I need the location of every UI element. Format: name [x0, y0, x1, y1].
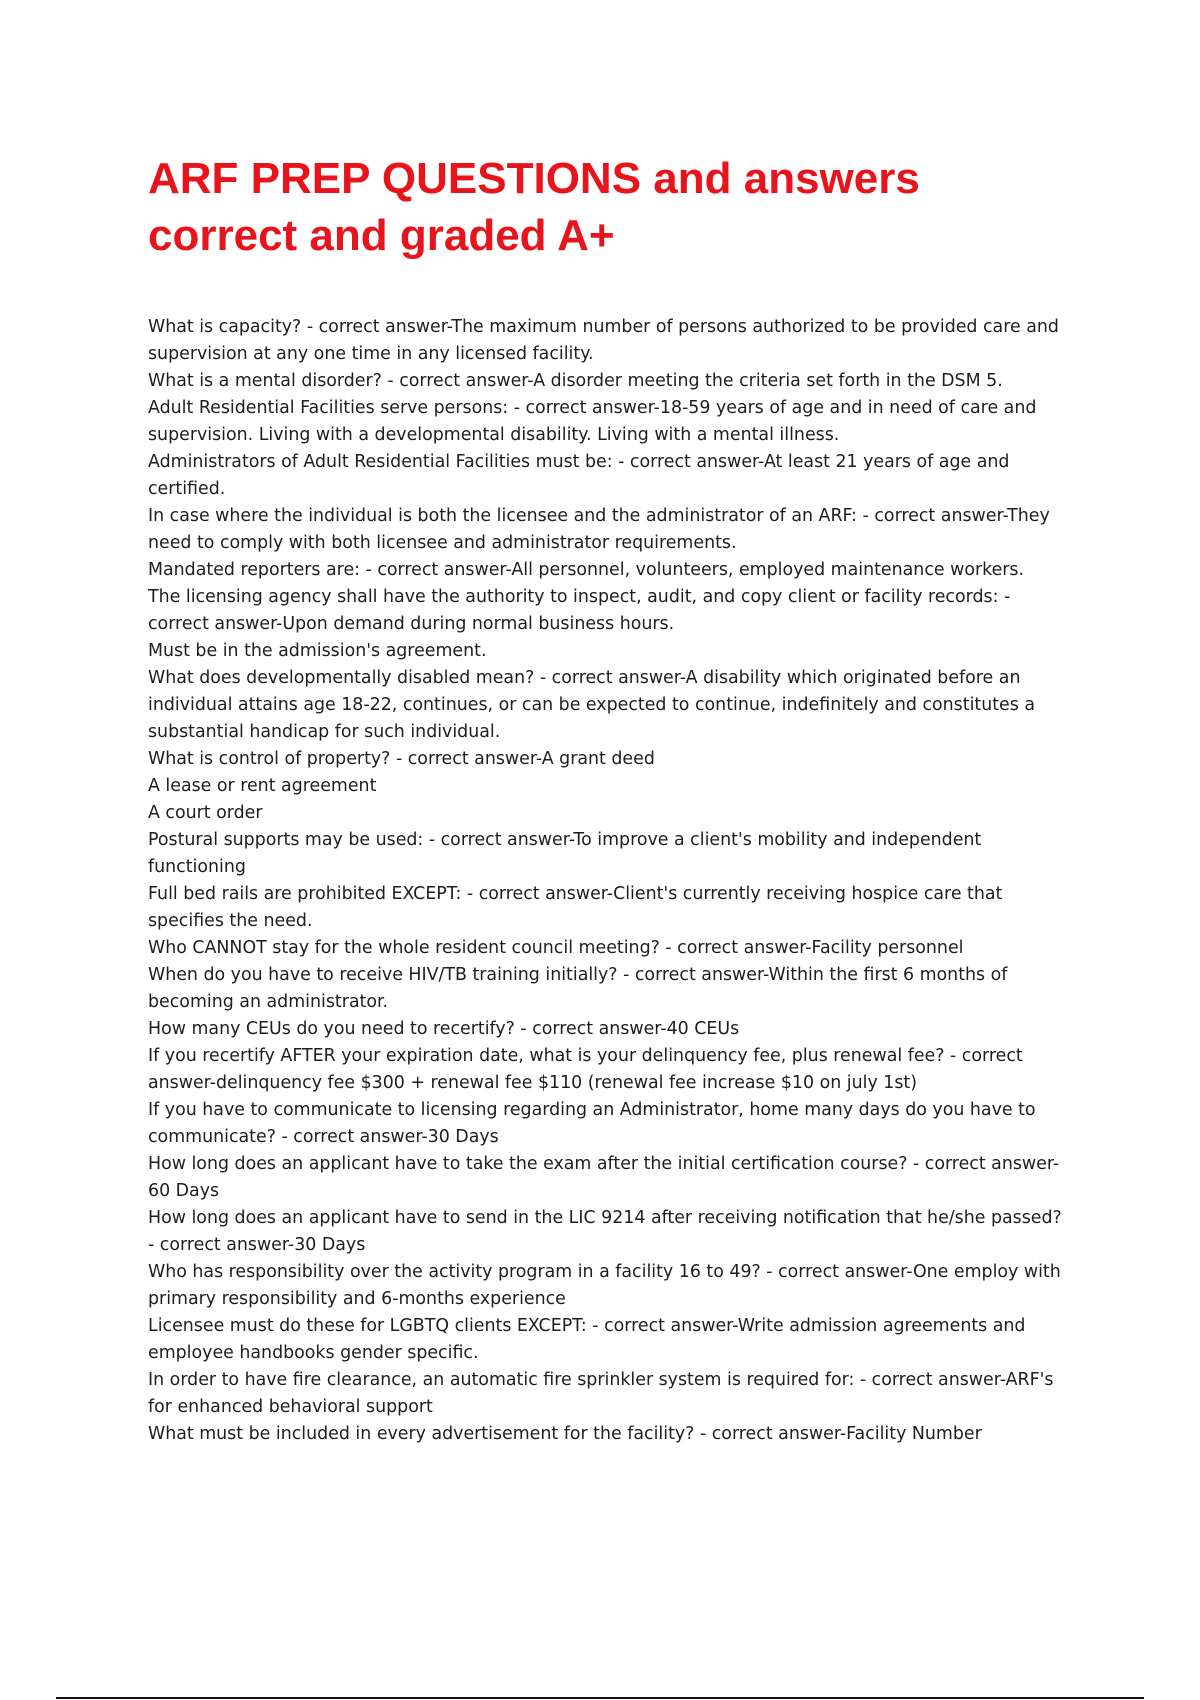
text-line: answer-delinquency fee $300 + renewal fee $110 (renewal fee increase $10 on july 1st): [148, 1073, 917, 1093]
text-line: Administrators of Adult Residential Facilities must be: - correct answer-At least 21 years of age and: [148, 452, 1010, 472]
text-line: employee handbooks gender specific.: [148, 1343, 479, 1363]
text-line: Must be in the admission's agreement.: [148, 641, 487, 661]
text-line: supervision. Living with a developmental disability. Living with a mental illness.: [148, 425, 840, 445]
text-line: - correct answer-30 Days: [148, 1235, 366, 1255]
document-title: [148, 150, 1108, 264]
text-line: substantial handicap for such individual.: [148, 722, 501, 742]
text-line: Postural supports may be used: - correct answer-To improve a client's mobility and independent: [148, 830, 982, 850]
title-line-2: correct and graded A+: [148, 211, 615, 260]
text-line: What must be included in every advertisement for the facility? - correct answer-Facility Number: [148, 1424, 982, 1444]
text-line: 60 Days: [148, 1181, 220, 1201]
text-line: Who has responsibility over the activity program in a facility 16 to 49? - correct answer-One employ with: [148, 1262, 1061, 1282]
text-line: primary responsibility and 6-months experience: [148, 1289, 566, 1309]
text-line: The licensing agency shall have the authority to inspect, audit, and copy client or facility records: -: [148, 587, 1011, 607]
text-line: Licensee must do these for LGBTQ clients EXCEPT: - correct answer-Write admission agreements and: [148, 1316, 1026, 1336]
text-line: communicate? - correct answer-30 Days: [148, 1127, 499, 1147]
text-line: In order to have fire clearance, an automatic fire sprinkler system is required for: - correct answer-ARF's: [148, 1370, 1054, 1390]
text-line: correct answer-Upon demand during normal business hours.: [148, 614, 675, 634]
text-line: Full bed rails are prohibited EXCEPT: - correct answer-Client's currently receiving hospice care that: [148, 884, 1003, 904]
title-line-1: ARF PREP QUESTIONS and answers: [148, 154, 920, 203]
text-line: How long does an applicant have to send in the LIC 9214 after receiving notification that he/she passed?: [148, 1208, 1062, 1228]
text-line: specifies the need.: [148, 911, 313, 931]
text-line: need to comply with both licensee and administrator requirements.: [148, 533, 737, 553]
text-line: for enhanced behavioral support: [148, 1397, 433, 1417]
text-line: functioning: [148, 857, 246, 877]
text-line: How many CEUs do you need to recertify? - correct answer-40 CEUs: [148, 1019, 740, 1039]
text-line: Adult Residential Facilities serve persons: - correct answer-18-59 years of age and in need of care and: [148, 398, 1037, 418]
text-line: How long does an applicant have to take the exam after the initial certification course? - correct answer-: [148, 1154, 1060, 1174]
text-line: When do you have to receive HIV/TB training initially? - correct answer-Within the first 6 months of: [148, 965, 1008, 985]
text-line: In case where the individual is both the licensee and the administrator of an ARF: - correct answer-They: [148, 506, 1050, 526]
text-line: A court order: [148, 803, 263, 823]
page-bottom-rule: [56, 1697, 1144, 1699]
text-line: A lease or rent agreement: [148, 776, 377, 796]
text-line: What is capacity? - correct answer-The maximum number of persons authorized to be provided care and: [148, 317, 1059, 337]
text-line: If you recertify AFTER your expiration date, what is your delinquency fee, plus renewal fee? - correct: [148, 1046, 1023, 1066]
text-line: What does developmentally disabled mean? - correct answer-A disability which originated before an: [148, 668, 1021, 688]
text-line: Mandated reporters are: - correct answer-All personnel, volunteers, employed maintenance workers.: [148, 560, 1025, 580]
text-line: individual attains age 18-22, continues, or can be expected to continue, indefinitely and constitutes a: [148, 695, 1035, 715]
text-line: certified.: [148, 479, 226, 499]
text-line: becoming an administrator.: [148, 992, 389, 1012]
text-line: What is control of property? - correct answer-A grant deed: [148, 749, 655, 769]
text-line: What is a mental disorder? - correct answer-A disorder meeting the criteria set forth in the DSM 5.: [148, 371, 1003, 391]
text-line: If you have to communicate to licensing regarding an Administrator, home many days do you have to: [148, 1100, 1036, 1120]
text-line: Who CANNOT stay for the whole resident council meeting? - correct answer-Facility personnel: [148, 938, 964, 958]
qa-list: [148, 314, 1098, 1448]
text-line: supervision at any one time in any licensed facility.: [148, 344, 594, 364]
